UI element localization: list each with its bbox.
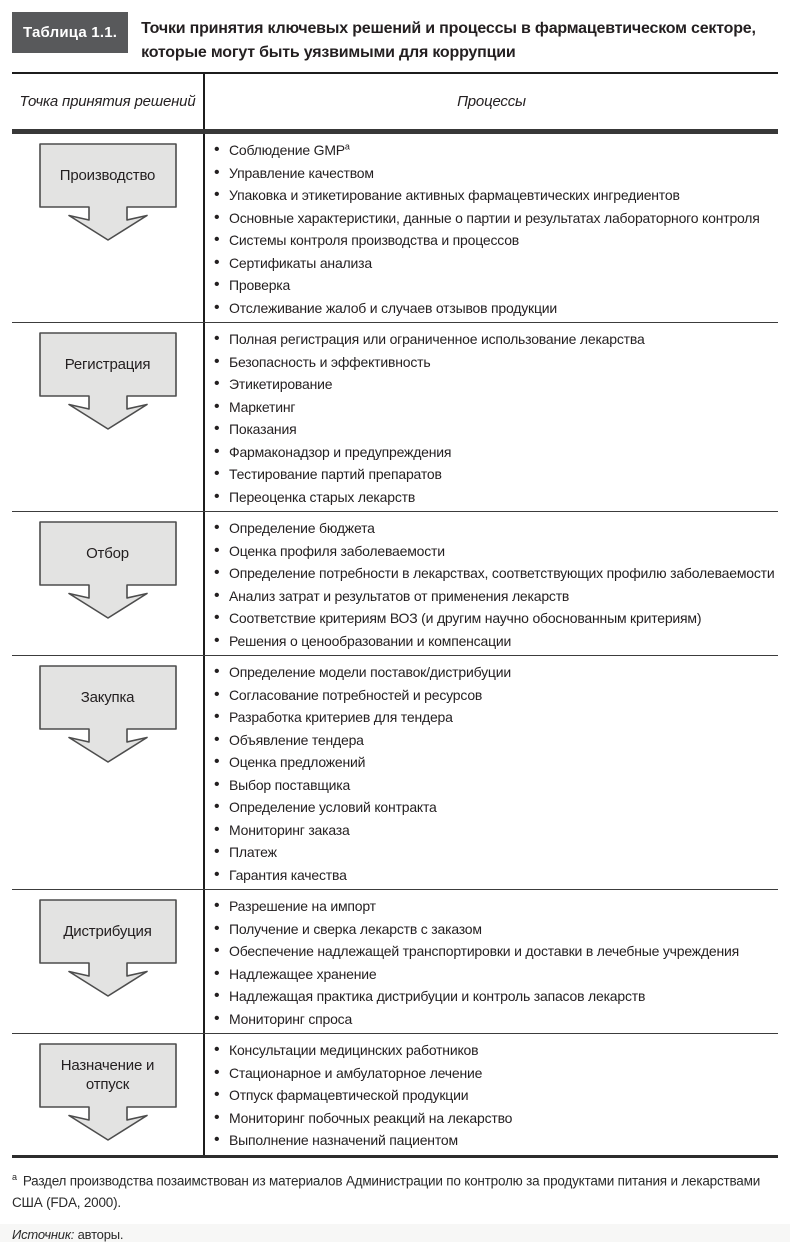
process-item: • Основные характеристики, данные о партии и результатах лабораторного контроля [212, 207, 768, 230]
footnote-marker: a [12, 1171, 17, 1182]
process-item: • Системы контроля производства и процессов [212, 229, 768, 252]
table-title-line2: которые могут быть уязвимыми для коррупции [141, 44, 516, 61]
process-item: • Платеж [212, 841, 768, 864]
decision-point-cell [12, 656, 205, 889]
process-item: • Отпуск фармацевтической продукции [212, 1084, 768, 1107]
table-row [12, 322, 778, 511]
decision-point-shape [39, 899, 177, 999]
process-item: • Мониторинг заказа [212, 819, 768, 842]
decision-point-label: Производство [59, 166, 156, 184]
source-label: Источник: [12, 1227, 75, 1242]
table-body [12, 134, 778, 1155]
table-row [12, 889, 778, 1033]
process-list [212, 661, 768, 886]
process-item: • Тестирование партий препаратов [212, 463, 768, 486]
column-header-row [12, 74, 778, 134]
process-item: • Соблюдение GMP$^a$ [212, 139, 768, 162]
process-item: • Мониторинг побочных реакций на лекарство [212, 1107, 768, 1130]
decision-point-shape [39, 332, 177, 432]
column-header-decision-point: Точка принятия решений [19, 93, 196, 110]
process-item: • Надлежащая практика дистрибуции и контроль запасов лекарств [212, 985, 768, 1008]
table-row [12, 134, 778, 322]
process-item: • Определение бюджета [212, 517, 774, 540]
process-item: • Проверка [212, 274, 768, 297]
decision-point-shape [39, 1043, 177, 1143]
column-header-processes-cell [205, 74, 778, 129]
decision-point-label: Дистрибуция [63, 922, 152, 940]
table-number-label: Таблица 1.1. [12, 12, 128, 53]
process-item: • Выполнение назначений пациентом [212, 1129, 768, 1152]
process-item: • Стационарное и амбулаторное лечение [212, 1062, 768, 1085]
process-item: • Объявление тендера [212, 729, 768, 752]
process-item: • Этикетирование [212, 373, 768, 396]
decision-point-cell [12, 890, 205, 1033]
table-bottom-rule [12, 1155, 778, 1158]
process-item: • Управление качеством [212, 162, 768, 185]
decision-point-cell [12, 323, 205, 511]
process-item: • Решения о ценообразовании и компенсации [212, 630, 774, 653]
decision-point-cell [12, 512, 205, 655]
process-item: • Оценка профиля заболеваемости [212, 540, 774, 563]
column-header-processes: Процессы [457, 93, 526, 110]
decision-point-label: Отбор [86, 544, 129, 562]
processes-cell [205, 1034, 778, 1155]
process-item: • Определение условий контракта [212, 796, 768, 819]
process-item: • Надлежащее хранение [212, 963, 768, 986]
process-item: • Консультации медицинских работников [212, 1039, 768, 1062]
processes-cell [205, 656, 778, 889]
decision-point-label: Регистрация [64, 355, 151, 373]
process-item: • Выбор поставщика [212, 774, 768, 797]
process-item: • Определение потребности в лекарствах, соответствующих профилю заболеваемости [212, 562, 774, 585]
process-item: • Разработка критериев для тендера [212, 706, 768, 729]
processes-cell [205, 512, 784, 655]
source-text: авторы. [74, 1227, 124, 1242]
process-item: • Отслеживание жалоб и случаев отзывов продукции [212, 297, 768, 320]
decision-point-shape [39, 665, 177, 765]
process-list [212, 328, 768, 508]
process-item: • Полная регистрация или ограниченное использование лекарства [212, 328, 768, 351]
process-item: • Упаковка и этикетирование активных фармацевтических ингредиентов [212, 184, 768, 207]
footnote [12, 1166, 778, 1215]
footnote-text: Раздел производства позаимствован из материалов Администрации по контролю за продуктами питания и лекарствами США (FDA, 2000). [12, 1173, 761, 1210]
table-title [128, 12, 756, 65]
process-item: • Мониторинг спроса [212, 1008, 768, 1031]
process-list [212, 139, 768, 319]
processes-cell [205, 134, 778, 322]
process-item: • Фармаконадзор и предупреждения [212, 441, 768, 464]
process-item: • Анализ затрат и результатов от применения лекарств [212, 585, 774, 608]
column-header-decision-point-cell [12, 74, 205, 129]
process-item: • Гарантия качества [212, 864, 768, 887]
decision-point-shape [39, 521, 177, 621]
process-item: • Определение модели поставок/дистрибуции [212, 661, 768, 684]
processes-cell [205, 890, 778, 1033]
decision-point-cell [12, 1034, 205, 1155]
decision-point-label: Назначение и отпуск [60, 1057, 155, 1093]
process-item: • Соответствие критериям ВОЗ (и другим научно обоснованным критериям) [212, 607, 774, 630]
process-item: • Сертификаты анализа [212, 252, 768, 275]
process-item: • Оценка предложений [212, 751, 768, 774]
source-line [12, 1227, 778, 1242]
process-item: • Разрешение на импорт [212, 895, 768, 918]
table-title-line1: Точки принятия ключевых решений и процессы в фармацевтическом секторе, [141, 20, 756, 37]
process-item: • Переоценка старых лекарств [212, 486, 768, 509]
table-row [12, 655, 778, 889]
process-item: • Обеспечение надлежащей транспортировки и доставки в лечебные учреждения [212, 940, 768, 963]
process-list [212, 895, 768, 1030]
process-item: • Согласование потребностей и ресурсов [212, 684, 768, 707]
processes-cell [205, 323, 778, 511]
decision-point-shape [39, 143, 177, 243]
decision-point-label: Закупка [80, 688, 135, 706]
process-item: • Безопасность и эффективность [212, 351, 768, 374]
table-row [12, 511, 778, 655]
process-item: • Получение и сверка лекарств с заказом [212, 918, 768, 941]
process-item: • Показания [212, 418, 768, 441]
process-item: • Маркетинг [212, 396, 768, 419]
table-header [12, 12, 778, 74]
process-list [212, 1039, 768, 1152]
table-row [12, 1033, 778, 1155]
process-list [212, 517, 774, 652]
decision-point-cell [12, 134, 205, 322]
